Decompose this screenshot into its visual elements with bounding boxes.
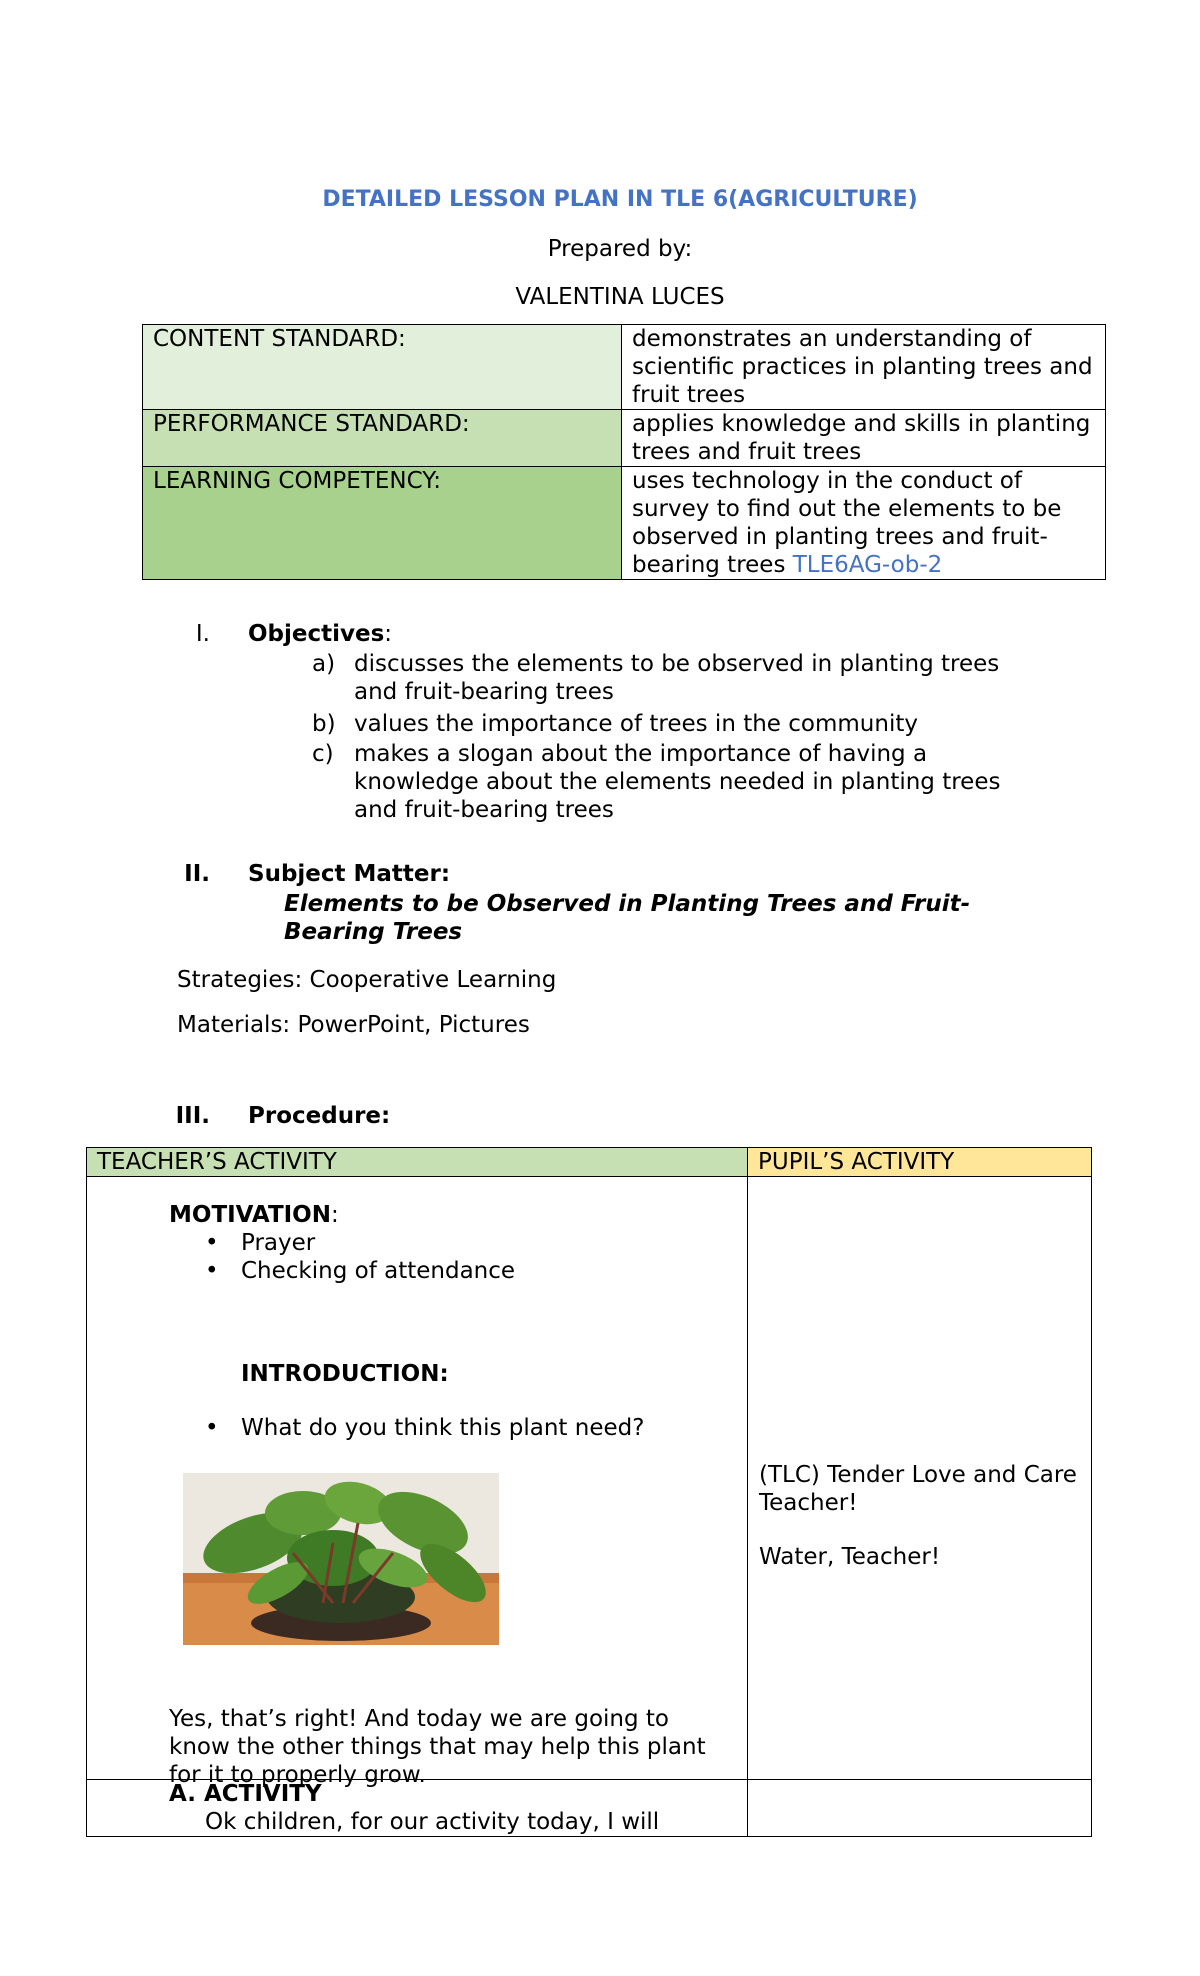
objectives-heading: I. Objectives:: [170, 620, 392, 648]
procedure-heading: [170, 1102, 390, 1130]
prepared-by-label: Prepared by:: [547, 236, 693, 262]
objective-item-a: [312, 650, 1032, 706]
bullet-icon: •: [205, 1258, 219, 1284]
objectives-numeral: I.: [195, 621, 210, 647]
procedure-header-row: [87, 1148, 1092, 1177]
motivation-label: MOTIVATION: [169, 1202, 331, 1228]
objective-marker: c): [312, 741, 334, 767]
motivation-item: • Checking of attendance: [205, 1258, 516, 1284]
objective-text: discusses the elements to be observed in planting trees and fruit-bearing trees: [354, 651, 1000, 705]
standards-table: [142, 324, 1106, 580]
objective-marker: a): [312, 651, 336, 677]
topic-title: Elements to be Observed in Planting Trees and Fruit-Bearing Trees: [284, 891, 971, 945]
competency-text: uses technology in the conduct of survey to find out the elements to be observed in planting trees and fruit-bearing trees: [632, 468, 1062, 578]
subject-matter-title: Subject Matter:: [248, 861, 451, 887]
teacher-activity-cell: [87, 1177, 748, 1788]
activity-text: Ok children, for our activity today, I will: [205, 1809, 660, 1835]
procedure-row-motivation: [87, 1177, 1092, 1780]
learning-competency-label: LEARNING COMPETENCY:: [143, 467, 622, 580]
pupil-answer-tlc: (TLC) Tender Love and Care Teacher!: [759, 1462, 1077, 1516]
teacher-activity-header: TEACHER’S ACTIVITY: [87, 1148, 748, 1177]
content-standard-value: demonstrates an understanding of scientific practices in planting trees and fruit trees: [622, 325, 1106, 410]
teacher-activity-cell: [87, 1780, 748, 1837]
author-name: VALENTINA LUCES: [515, 284, 725, 310]
pupil-activity-cell: [748, 1177, 1092, 1780]
pupil-activity-cell: [748, 1780, 1092, 1837]
intro-question: • What do you think this plant need?: [205, 1415, 645, 1441]
objective-text: makes a slogan about the importance of having a knowledge about the elements needed in planting trees and fruit-bearing trees: [354, 741, 1001, 823]
procedure-numeral: III.: [175, 1103, 210, 1129]
learning-competency-row: [143, 467, 1106, 580]
content-standard-label: CONTENT STANDARD:: [143, 325, 622, 410]
competency-code: TLE6AG-ob-2: [792, 552, 943, 578]
content-standard-row: [143, 325, 1106, 410]
introduction-label: INTRODUCTION:: [241, 1361, 449, 1387]
bullet-icon: •: [205, 1415, 219, 1441]
procedure-title: Procedure:: [248, 1103, 391, 1129]
objective-item-c: [312, 740, 1032, 824]
document-title: DETAILED LESSON PLAN IN TLE 6(AGRICULTURE): [322, 187, 918, 212]
subject-matter-numeral: II.: [184, 861, 210, 887]
motivation-heading: MOTIVATION:: [169, 1202, 339, 1228]
performance-standard-value: applies knowledge and skills in planting trees and fruit trees: [622, 410, 1106, 467]
objective-item-b: [312, 710, 1032, 738]
subject-matter-heading: [170, 860, 450, 888]
teacher-closing-text: Yes, that’s right! And today we are going to know the other things that may help this plant for it to properly grow.: [169, 1706, 706, 1788]
performance-standard-label: PERFORMANCE STANDARD:: [143, 410, 622, 467]
pupil-answer-water: Water, Teacher!: [759, 1544, 941, 1570]
objective-marker: b): [312, 711, 336, 737]
bullet-icon: •: [205, 1230, 219, 1256]
strategies-line: Strategies: Cooperative Learning: [177, 967, 557, 993]
objectives-title: Objectives: [248, 621, 385, 647]
pupil-activity-header: PUPIL’S ACTIVITY: [748, 1148, 1092, 1177]
objective-text: values the importance of trees in the community: [354, 711, 918, 737]
performance-standard-row: [143, 410, 1106, 467]
learning-competency-value: [622, 467, 1106, 580]
procedure-table: [86, 1147, 1092, 1837]
motivation-item: • Prayer: [205, 1230, 316, 1256]
procedure-row-activity: [87, 1780, 1092, 1837]
materials-line: Materials: PowerPoint, Pictures: [177, 1012, 530, 1038]
activity-heading: A. ACTIVITY: [169, 1781, 322, 1807]
wilted-plant-image: [183, 1473, 499, 1645]
